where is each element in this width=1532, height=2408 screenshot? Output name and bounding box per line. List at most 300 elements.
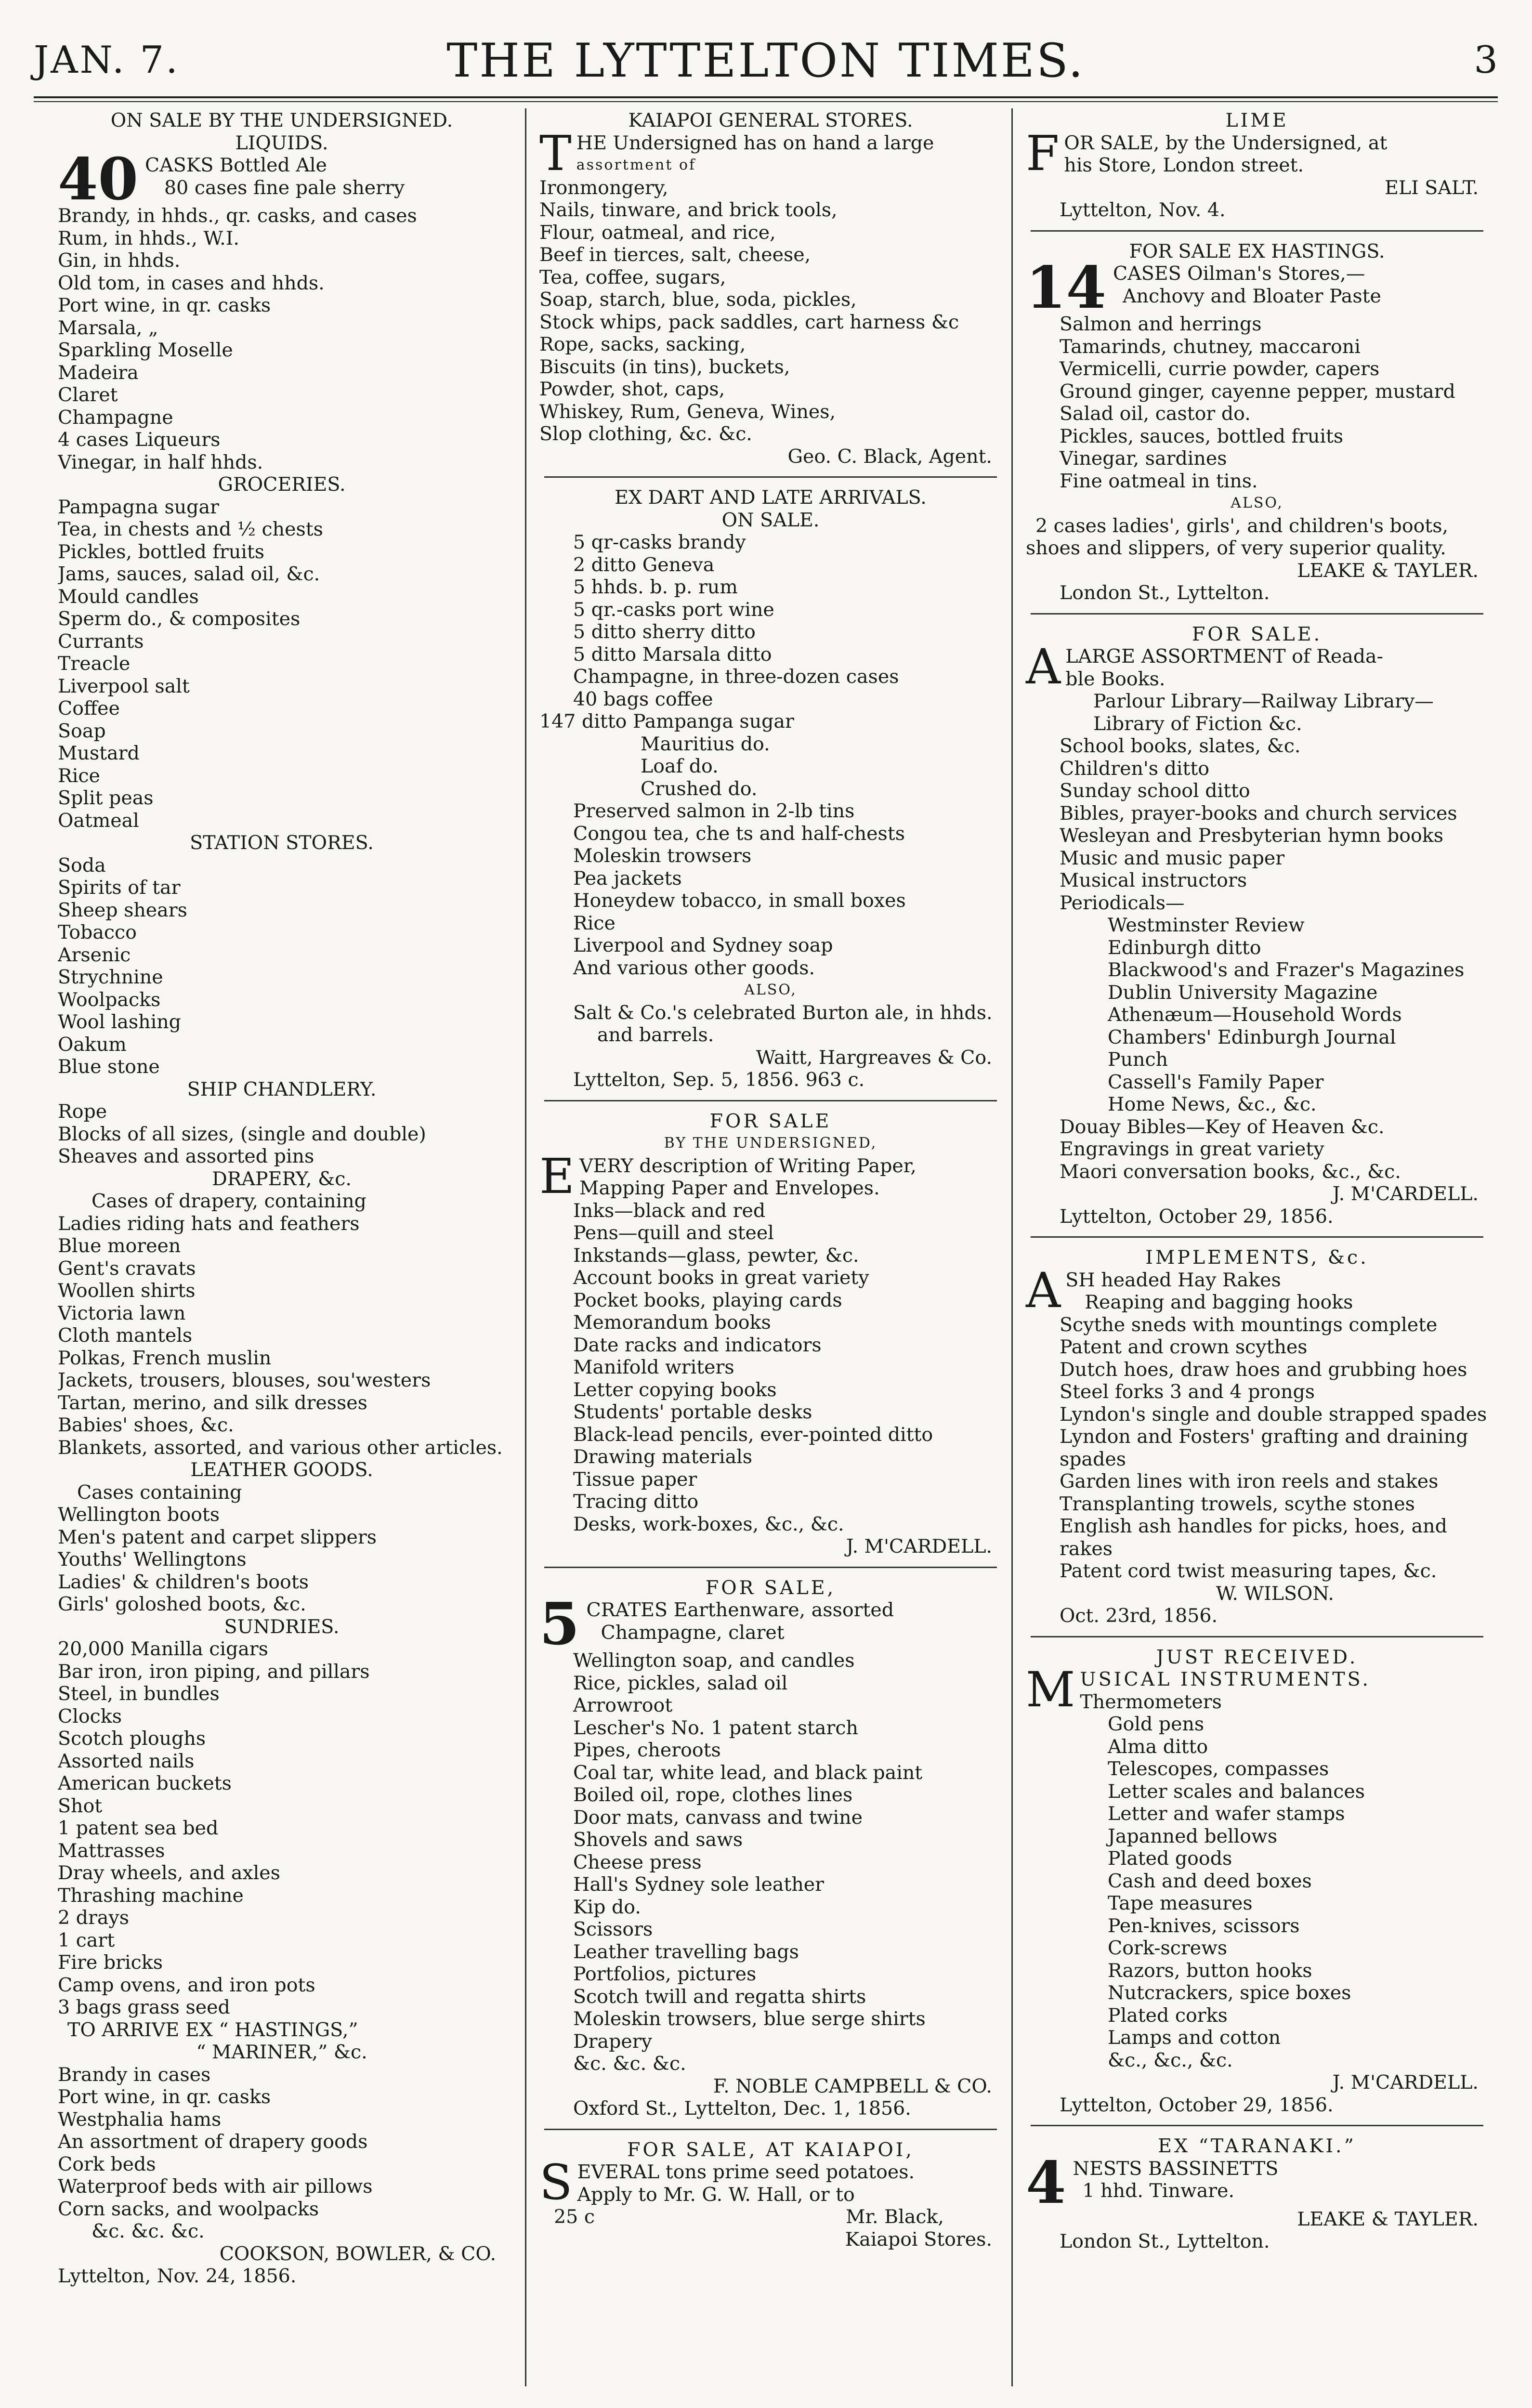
list-item: Youths' Wellingtons <box>58 1548 247 1570</box>
list-item: Engravings in great variety <box>1060 1138 1324 1160</box>
sundries-heading: SUNDRIES. <box>224 1615 340 1638</box>
column-3 <box>1026 104 1488 2253</box>
list-item: Wellington boots <box>58 1504 220 1526</box>
masthead <box>34 29 1498 106</box>
books-parlour-2: Library of Fiction &c. <box>1093 712 1302 735</box>
crates-footer: Oxford St., Lyttelton, Dec. 1, 1856. <box>573 2097 911 2120</box>
list-item: Claret <box>58 384 118 406</box>
list-item: Tamarinds, chutney, maccaroni <box>1060 335 1361 358</box>
list-item: Kip do. <box>573 1896 641 1918</box>
list-item: Jackets, trousers, blouses, sou'westers <box>58 1369 431 1391</box>
dart-salt-line-1: Salt & Co.'s celebrated Burton ale, in hhds. <box>573 1001 993 1024</box>
lime-line-1: OR SALE, by the Undersigned, at <box>1064 131 1388 154</box>
cookson-signature: COOKSON, BOWLER, & CO. <box>219 2242 496 2265</box>
leather-intro: Cases containing <box>77 1481 242 1504</box>
list-item: Lyndon's single and double strapped spades <box>1060 1403 1487 1426</box>
list-item: Liverpool salt <box>58 675 190 697</box>
column-1 <box>58 104 506 2288</box>
dart-heading: EX DART AND LATE ARRIVALS. <box>615 486 927 509</box>
list-item: Door mats, canvass and twine <box>573 1806 863 1829</box>
divider <box>544 2129 997 2130</box>
potato-heading: FOR SALE, AT KAIAPOI, <box>627 2138 914 2161</box>
divider <box>1031 1636 1483 1637</box>
list-item: Manifold writers <box>573 1356 734 1378</box>
list-item: Liverpool and Sydney soap <box>573 934 833 956</box>
list-item: Strychnine <box>58 966 163 988</box>
list-item: Drapery <box>573 2030 652 2053</box>
list-item: Wesleyan and Presbyterian hymn books <box>1060 824 1444 847</box>
crates-line-1: CRATES Earthenware, assorted <box>586 1599 894 1621</box>
potato-drop-cap: S <box>539 2154 573 2211</box>
ship-chandlery-heading: SHIP CHANDLERY. <box>187 1078 377 1100</box>
list-item: 40 bags coffee <box>573 688 713 710</box>
dart-more-items <box>539 800 1002 979</box>
lime-signature: ELI SALT. <box>1385 176 1479 199</box>
implements-items <box>1026 1314 1488 1583</box>
list-item: Sperm do., & composites <box>58 608 301 630</box>
drapery-intro: Cases of drapery, containing <box>92 1190 367 1212</box>
music-signature: J. M'CARDELL. <box>1332 2071 1479 2094</box>
books-line-1: LARGE ASSORTMENT of Reada- <box>1065 645 1383 667</box>
implements-heading: IMPLEMENTS, &c. <box>1145 1246 1369 1269</box>
list-item: Garden lines with iron reels and stakes <box>1060 1470 1439 1492</box>
list-item: Girls' goloshed boots, &c. <box>58 1593 306 1615</box>
list-item: Victoria lawn <box>58 1302 186 1324</box>
dart-also: ALSO, <box>744 982 797 998</box>
list-item: Maori conversation books, &c., &c. <box>1060 1160 1401 1183</box>
music-line-1: USICAL INSTRUMENTS. <box>1080 1668 1371 1690</box>
divider <box>1031 230 1483 232</box>
list-item: Blue stone <box>58 1056 160 1078</box>
hastings-line-1: CASES Oilman's Stores,— <box>1113 262 1365 285</box>
list-item: Blue moreen <box>58 1235 181 1257</box>
hastings-line-2: Anchovy and Bloater Paste <box>1123 285 1381 307</box>
drapery-list <box>58 1213 506 1459</box>
list-item: Letter scales and balances <box>1108 1780 1365 1803</box>
kaiapoi-signature: Geo. C. Black, Agent. <box>787 445 992 468</box>
kaiapoi-line-1: HE Undersigned has on hand a large <box>576 131 934 154</box>
dart-signature: Waitt, Hargreaves & Co. <box>756 1046 992 1069</box>
list-item: Flour, oatmeal, and rice, <box>539 221 776 244</box>
list-item: Rope, sacks, sacking, <box>539 333 746 355</box>
books-items <box>1026 735 1488 914</box>
writing-items <box>539 1200 1002 1536</box>
potato-ad-code: 25 c <box>554 2206 595 2228</box>
list-item: Rice <box>573 912 615 934</box>
hastings-cases-1: 2 cases ladies', girls', and children's boots, <box>1035 514 1449 537</box>
list-item: 20,000 Manilla cigars <box>58 1638 268 1660</box>
list-item: 1 patent sea bed <box>58 1817 219 1839</box>
list-item: Music and music paper <box>1060 847 1285 869</box>
newspaper-title: THE LYTTELTON TIMES. <box>446 34 1085 88</box>
list-item: Pens—quill and steel <box>573 1222 774 1244</box>
list-item: Account books in great variety <box>573 1267 869 1289</box>
potato-line-4: Kaiapoi Stores. <box>845 2228 992 2251</box>
list-item: Inkstands—glass, pewter, &c. <box>573 1244 859 1267</box>
list-item: Ladies riding hats and feathers <box>58 1212 360 1235</box>
list-item: Corn sacks, and woolpacks <box>58 2198 319 2220</box>
list-item: 1 cart <box>58 1929 115 1951</box>
lime-line-2: his Store, London street. <box>1064 154 1304 176</box>
dart-subheading: ON SALE. <box>721 509 820 531</box>
implements-drop-cap: A <box>1026 1262 1061 1319</box>
list-item: Sheaves and assorted pins <box>58 1145 314 1167</box>
list-item: Black-lead pencils, ever-pointed ditto <box>573 1423 933 1446</box>
list-item: Bibles, prayer-books and church services <box>1060 802 1457 824</box>
taranaki-signature: LEAKE & TAYLER. <box>1297 2208 1479 2230</box>
list-item: Gent's cravats <box>58 1257 196 1280</box>
list-item: Ironmongery, <box>539 176 668 199</box>
list-item: Chambers' Edinburgh Journal <box>1108 1026 1396 1048</box>
list-item: And various other goods. <box>573 956 815 979</box>
list-item: Portfolios, pictures <box>573 1963 757 1985</box>
list-item: Arsenic <box>58 943 131 966</box>
list-item: Babies' shoes, &c. <box>58 1414 234 1436</box>
list-item: Crushed do. <box>641 777 758 800</box>
list-item: Wool lashing <box>58 1011 181 1033</box>
list-item: Steel, in bundles <box>58 1683 220 1705</box>
hastings-footer: London St., Lyttelton. <box>1060 582 1270 604</box>
books-drop-cap: A <box>1026 639 1061 695</box>
kaiapoi-line-2: assortment of <box>576 157 696 173</box>
hastings-ad <box>1026 254 1488 322</box>
list-item: An assortment of drapery goods <box>58 2131 368 2153</box>
list-item: Westphalia hams <box>58 2108 222 2131</box>
divider <box>544 1567 997 1568</box>
list-item: Whiskey, Rum, Geneva, Wines, <box>539 400 836 423</box>
list-item: Oatmeal <box>58 809 139 832</box>
list-item: Arrowroot <box>573 1694 673 1716</box>
list-item: Slop clothing, &c. &c. <box>539 423 752 445</box>
list-item: Pipes, cheroots <box>573 1739 721 1761</box>
list-item: Patent cord twist measuring tapes, &c. <box>1060 1560 1437 1582</box>
books-parlour-1: Parlour Library—Railway Library— <box>1093 690 1434 712</box>
music-line-2: Thermometers <box>1080 1690 1222 1713</box>
books-ad <box>1026 639 1488 695</box>
list-item: Brandy in cases <box>58 2063 211 2086</box>
leather-goods-list <box>58 1504 506 1616</box>
list-item: Wellington soap, and candles <box>573 1649 855 1672</box>
list-item: Cash and deed boxes <box>1108 1870 1312 1892</box>
list-item: Punch <box>1108 1048 1168 1071</box>
list-item: Japanned bellows <box>1108 1825 1278 1847</box>
music-items <box>1026 1713 1488 2071</box>
taranaki-ad <box>1026 2148 1488 2217</box>
list-item: Steel forks 3 and 4 prongs <box>1060 1381 1315 1403</box>
list-item: 5 qr.-casks port wine <box>573 598 774 621</box>
divider <box>1031 1236 1483 1238</box>
list-item: Fine oatmeal in tins. <box>1060 470 1258 492</box>
list-item: &c., &c., &c. <box>1108 2049 1233 2071</box>
list-item: 2 ditto Geneva <box>573 553 715 576</box>
list-item: Vermicelli, currie powder, capers <box>1060 358 1380 380</box>
ale-ad-line-1: CASKS Bottled Ale <box>145 154 327 176</box>
list-item: Champagne, in three-dozen cases <box>573 666 899 688</box>
list-item: Woollen shirts <box>58 1280 196 1302</box>
list-item: Stock whips, pack saddles, cart harness &c <box>539 311 959 333</box>
writing-signature: J. M'CARDELL. <box>846 1535 992 1557</box>
potato-line-3 <box>539 2206 1002 2228</box>
list-item: Pen-knives, scissors <box>1108 1914 1300 1937</box>
list-item: Rope <box>58 1100 107 1123</box>
list-item: Champagne <box>58 406 173 429</box>
list-item: Spirits of tar <box>58 877 181 899</box>
list-item: Tape measures <box>1108 1892 1253 1914</box>
list-item: Home News, &c., &c. <box>1108 1093 1317 1115</box>
list-item: Soap, starch, blue, soda, pickles, <box>539 288 857 311</box>
list-item: Thrashing machine <box>58 1884 244 1907</box>
list-item: American buckets <box>58 1772 232 1794</box>
list-item: Brandy, in hhds., qr. casks, and cases <box>58 205 417 227</box>
divider <box>1031 2125 1483 2126</box>
taranaki-line-1: NESTS BASSINETTS <box>1073 2157 1279 2180</box>
writing-drop-cap: E <box>539 1148 575 1204</box>
list-item: Jams, sauces, salad oil, &c. <box>58 563 320 585</box>
list-item: Desks, work-boxes, &c., &c. <box>573 1513 844 1535</box>
list-item: Scotch ploughs <box>58 1727 206 1750</box>
list-item: Blackwood's and Frazer's Magazines <box>1108 959 1465 981</box>
list-item: Vinegar, in half hhds. <box>58 451 263 473</box>
to-arrive-heading: TO ARRIVE EX “ HASTINGS,” <box>67 2018 358 2041</box>
list-item: Periodicals— <box>1060 891 1185 914</box>
books-more-items <box>1026 1116 1488 1183</box>
taranaki-number: 4 <box>1026 2148 1066 2217</box>
list-item: Memorandum books <box>573 1311 771 1334</box>
cookson-footer: Lyttelton, Nov. 24, 1856. <box>58 2265 297 2287</box>
hastings-also: ALSO, <box>1231 495 1283 511</box>
list-item: Plated goods <box>1108 1847 1232 1870</box>
kaiapoi-heading: KAIAPOI GENERAL STORES. <box>628 109 913 131</box>
books-line-2: ble Books. <box>1065 667 1165 690</box>
list-item: Pickles, bottled fruits <box>58 540 265 563</box>
list-item: Cork-screws <box>1108 1937 1228 1959</box>
dart-items <box>539 531 1002 710</box>
list-item: Clocks <box>58 1705 122 1727</box>
crates-number: 5 <box>539 1590 580 1658</box>
books-signature: J. M'CARDELL. <box>1332 1183 1479 1205</box>
potato-ad <box>539 2154 1002 2211</box>
list-item: Camp ovens, and iron pots <box>58 1974 315 1996</box>
list-item: Honeydew tobacco, in small boxes <box>573 890 906 912</box>
list-item: Dutch hoes, draw hoes and grubbing hoes <box>1060 1358 1467 1381</box>
groceries-list <box>58 496 506 832</box>
page-number: 3 <box>1474 39 1498 82</box>
kaiapoi-ad <box>539 125 1002 182</box>
list-item: Plated corks <box>1108 2004 1228 2027</box>
liquids-heading: LIQUIDS. <box>235 131 328 154</box>
list-item: 2 drays <box>58 1907 129 1929</box>
list-item: Athenæum—Household Words <box>1108 1004 1402 1026</box>
list-item: Marsala, „ <box>58 316 158 339</box>
list-item: Scotch twill and regatta shirts <box>573 1985 866 2008</box>
dart-sugar-list <box>539 733 1002 800</box>
list-item: Preserved salmon in 2-lb tins <box>573 800 855 822</box>
list-item: Vinegar, sardines <box>1060 447 1227 470</box>
writing-line-2: Mapping Paper and Envelopes. <box>579 1177 880 1199</box>
list-item: Boiled oil, rope, clothes lines <box>573 1784 853 1806</box>
lime-ad <box>1026 125 1488 182</box>
list-item: Powder, shot, caps, <box>539 378 725 400</box>
hastings-items <box>1026 313 1488 492</box>
list-item: Shovels and saws <box>573 1829 743 1851</box>
list-item: Shot <box>58 1794 103 1817</box>
list-item: Mould candles <box>58 585 199 608</box>
books-footer: Lyttelton, October 29, 1856. <box>1060 1205 1334 1228</box>
writing-ad <box>539 1148 1002 1204</box>
crates-signature: F. NOBLE CAMPBELL & CO. <box>713 2075 992 2097</box>
list-item: Edinburgh ditto <box>1108 936 1261 959</box>
list-item: Cork beds <box>58 2153 156 2175</box>
list-item: Soap <box>58 720 106 742</box>
list-item: Sunday school ditto <box>1060 780 1250 802</box>
list-item: Salad oil, castor do. <box>1060 403 1251 425</box>
list-item: Mauritius do. <box>641 733 770 755</box>
list-item: Rice, pickles, salad oil <box>573 1672 788 1694</box>
implements-signature: W. WILSON. <box>1216 1582 1334 1605</box>
implements-footer: Oct. 23rd, 1856. <box>1060 1605 1218 1627</box>
list-item: Tartan, merino, and silk dresses <box>58 1391 367 1414</box>
list-item: Coffee <box>58 697 120 720</box>
masthead-rule <box>34 96 1498 98</box>
list-item: rakes <box>1060 1537 1113 1560</box>
list-item: Lescher's No. 1 patent starch <box>573 1716 858 1739</box>
potato-line-2: Apply to Mr. G. W. Hall, or to <box>577 2183 855 2206</box>
crates-heading: FOR SALE, <box>705 1576 836 1599</box>
list-item: Letter copying books <box>573 1378 777 1401</box>
list-item: Lyndon and Fosters' grafting and draining <box>1060 1426 1468 1448</box>
list-item: Scythe sneds with mountings complete <box>1060 1313 1438 1336</box>
list-item: 5 hhds. b. p. rum <box>573 576 738 598</box>
list-item: Mattrasses <box>58 1839 165 1862</box>
list-item: Split peas <box>58 787 154 809</box>
list-item: Soda <box>58 854 106 877</box>
list-item: Rice <box>58 764 100 787</box>
list-item: Coal tar, white lead, and black paint <box>573 1761 923 1784</box>
list-item: Pocket books, playing cards <box>573 1289 842 1311</box>
list-item: Date racks and indicators <box>573 1334 822 1356</box>
list-item: 5 ditto sherry ditto <box>573 621 756 643</box>
implements-ad <box>1026 1262 1488 1319</box>
ale-ad <box>58 145 506 213</box>
list-item: Blankets, assorted, and various other articles. <box>58 1436 503 1459</box>
taranaki-footer: London St., Lyttelton. <box>1060 2230 1270 2252</box>
ship-chandlery-list <box>58 1100 506 1168</box>
list-item: Bar iron, iron piping, and pillars <box>58 1660 370 1683</box>
list-item: 4 cases Liqueurs <box>58 429 221 451</box>
list-item: 5 qr-casks brandy <box>573 531 746 553</box>
list-item: Letter and wafer stamps <box>1108 1803 1345 1825</box>
crates-items <box>539 1649 1002 2053</box>
list-item: Gold pens <box>1108 1713 1205 1735</box>
potato-agent: Mr. Black, <box>846 2206 944 2228</box>
list-item: Salmon and herrings <box>1060 313 1262 335</box>
list-item: Students' portable desks <box>573 1401 812 1423</box>
list-item: Mustard <box>58 742 140 764</box>
list-item: Tea, coffee, sugars, <box>539 266 726 288</box>
list-item: Fire bricks <box>58 1951 163 1974</box>
list-item: Cassell's Family Paper <box>1108 1071 1324 1093</box>
list-item: Musical instructors <box>1060 869 1247 891</box>
list-item: Westminster Review <box>1108 914 1305 936</box>
divider <box>544 476 997 478</box>
leather-goods-heading: LEATHER GOODS. <box>190 1459 373 1481</box>
list-item: Congou tea, che ts and half-chests <box>573 822 905 845</box>
station-stores-list <box>58 854 506 1078</box>
hastings-heading: FOR SALE EX HASTINGS. <box>1129 240 1385 262</box>
list-item: Sheep shears <box>58 899 187 921</box>
ale-ad-line-2: 80 cases fine pale sherry <box>164 176 405 199</box>
writing-heading: FOR SALE <box>709 1110 832 1132</box>
list-item: School books, slates, &c. <box>1060 735 1301 757</box>
list-item: Drawing materials <box>573 1446 753 1468</box>
list-item: Nutcrackers, spice boxes <box>1108 1982 1351 2004</box>
column-divider-2 <box>1011 108 1013 2386</box>
list-item: Leather travelling bags <box>573 1940 799 1963</box>
music-drop-cap: M <box>1026 1662 1075 1718</box>
column-2 <box>539 104 1002 2251</box>
dart-footer: Lyttelton, Sep. 5, 1856. 963 c. <box>573 1069 865 1091</box>
list-item: Old tom, in cases and hhds. <box>58 272 325 294</box>
to-arrive-heading-2: “ MARINER,” &c. <box>196 2041 367 2063</box>
dart-salt-line-2: and barrels. <box>597 1024 714 1046</box>
list-item: Hall's Sydney sole leather <box>573 1873 825 1896</box>
list-item: 5 ditto Marsala ditto <box>573 643 772 666</box>
list-item: Transplanting trowels, scythe stones <box>1060 1492 1415 1515</box>
list-item: Moleskin trowsers <box>573 845 752 867</box>
list-item: Sparkling Moselle <box>58 339 233 361</box>
list-item: Children's ditto <box>1060 757 1210 780</box>
list-item: Inks—black and red <box>573 1199 766 1222</box>
crates-etc: &c. &c. &c. <box>573 2053 686 2075</box>
list-item: Alma ditto <box>1108 1735 1208 1758</box>
list-item: English ash handles for picks, hoes, and <box>1060 1515 1447 1537</box>
list-item: Men's patent and carpet slippers <box>58 1526 377 1548</box>
list-item: Ground ginger, cayenne pepper, mustard <box>1060 380 1455 403</box>
list-item: Waterproof beds with air pillows <box>58 2175 373 2198</box>
list-item: spades <box>1060 1448 1126 1470</box>
col1-heading: ON SALE BY THE UNDERSIGNED. <box>110 109 453 131</box>
books-heading: FOR SALE. <box>1192 623 1322 645</box>
crates-line-2: Champagne, claret <box>601 1621 785 1644</box>
lime-footer: Lyttelton, Nov. 4. <box>1060 199 1226 221</box>
list-item: Polkas, French muslin <box>58 1347 272 1369</box>
groceries-heading: GROCERIES. <box>218 473 346 496</box>
lime-drop-cap: F <box>1026 125 1060 182</box>
list-item: Tea, in chests and ½ chests <box>58 518 323 540</box>
list-item: Oakum <box>58 1033 127 1056</box>
music-heading: JUST RECEIVED. <box>1156 1646 1358 1668</box>
list-item: Moleskin trowsers, blue serge shirts <box>573 2008 926 2030</box>
list-item: Madeira <box>58 361 139 384</box>
crates-ad <box>539 1590 1002 1658</box>
list-item: Nails, tinware, and brick tools, <box>539 199 838 221</box>
books-periodicals <box>1026 914 1488 1116</box>
taranaki-line-2: 1 hhd. Tinware. <box>1082 2180 1235 2202</box>
list-item: Port wine, in qr. casks <box>58 294 271 316</box>
list-item: Cloth mantels <box>58 1324 193 1347</box>
list-item: Blocks of all sizes, (single and double) <box>58 1123 426 1145</box>
lime-heading: LIME <box>1225 109 1289 131</box>
list-item: Pampagna sugar <box>58 496 219 518</box>
writing-line-1: VERY description of Writing Paper, <box>579 1154 917 1177</box>
divider <box>1031 613 1483 615</box>
divider <box>544 1100 997 1101</box>
implements-line-2: Reaping and bagging hooks <box>1085 1291 1353 1313</box>
list-item: Tobacco <box>58 921 137 943</box>
hastings-number: 14 <box>1026 254 1106 322</box>
list-item: Tissue paper <box>573 1468 697 1491</box>
implements-line-1: SH headed Hay Rakes <box>1065 1269 1281 1291</box>
